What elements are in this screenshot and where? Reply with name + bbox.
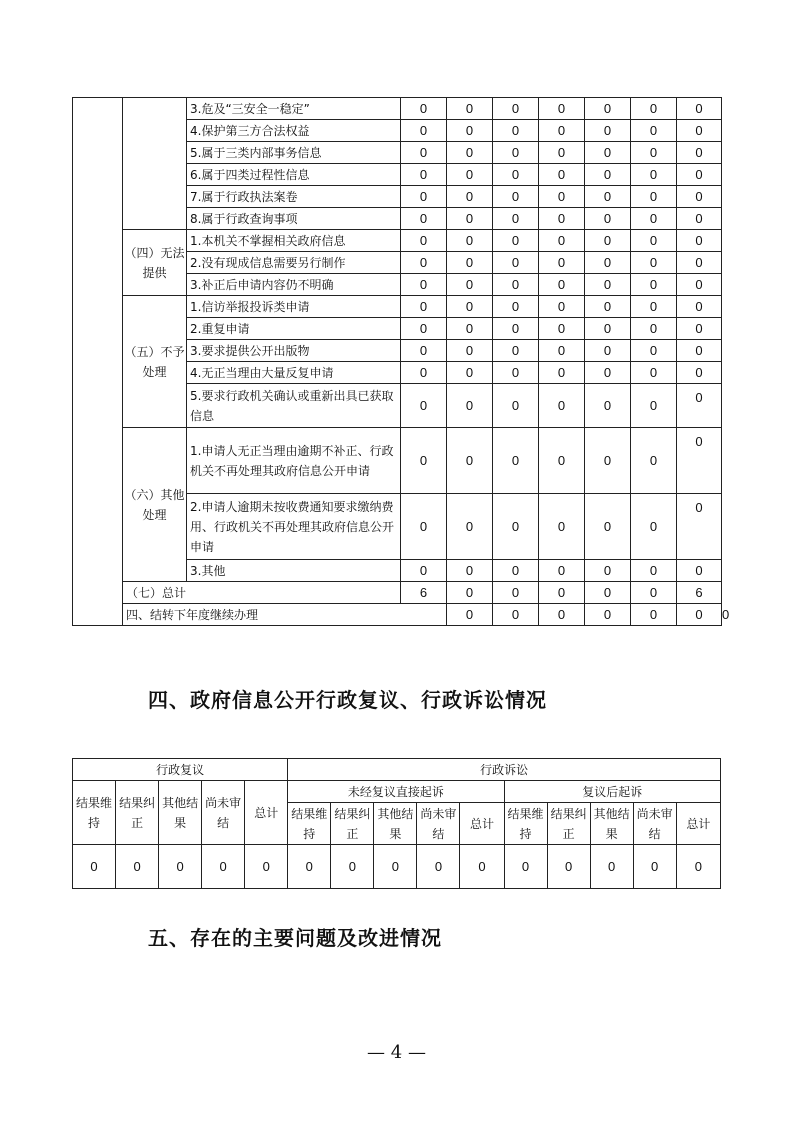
- carryover-label: 四、结转下年度继续办理: [123, 604, 447, 626]
- count-cell: 0: [585, 98, 631, 120]
- category-column: [73, 98, 123, 626]
- count-cell: 0: [539, 186, 585, 208]
- row-label: 5.要求行政机关确认或重新出具已获取信息: [187, 384, 401, 428]
- count-cell: 0: [677, 362, 722, 384]
- count-cell: 0: [447, 428, 493, 494]
- count-cell: 0: [631, 582, 677, 604]
- count-cell: 0: [539, 296, 585, 318]
- count-cell: 0: [493, 120, 539, 142]
- count-cell: 0: [585, 340, 631, 362]
- count-cell: 0: [585, 296, 631, 318]
- after-review-litigation-header: 复议后起诉: [504, 781, 721, 803]
- count-cell: 0: [493, 362, 539, 384]
- value-cell: 0: [417, 845, 460, 889]
- count-cell: 0: [631, 208, 677, 230]
- row-label: 3.其他: [187, 560, 401, 582]
- table-row: [73, 230, 722, 252]
- count-cell: 0: [631, 340, 677, 362]
- count-cell: 0: [677, 164, 722, 186]
- count-cell: 0: [447, 186, 493, 208]
- col-total: 总计: [676, 803, 720, 845]
- count-cell: 0: [401, 560, 447, 582]
- count-cell: 0: [401, 274, 447, 296]
- count-cell: 0: [539, 274, 585, 296]
- value-cell: 0: [159, 845, 202, 889]
- count-cell: 0: [677, 318, 722, 340]
- row-label: 3.补正后申请内容仍不明确: [187, 274, 401, 296]
- col-other-result: 其他结果: [159, 781, 202, 845]
- row-label: 3.危及“三安全一稳定”: [187, 98, 401, 120]
- row-label: 1.信访举报投诉类申请: [187, 296, 401, 318]
- col-total: 总计: [460, 803, 504, 845]
- count-cell: 0: [401, 252, 447, 274]
- value-cell: 0: [73, 845, 116, 889]
- count-cell: 0: [585, 582, 631, 604]
- count-cell: 0: [677, 274, 722, 296]
- count-cell: 0: [631, 384, 677, 428]
- admin-review-header: 行政复议: [73, 759, 288, 781]
- count-cell: 0: [631, 186, 677, 208]
- application-handling-table: [72, 97, 730, 626]
- count-cell: 0: [447, 208, 493, 230]
- count-cell: 0: [401, 428, 447, 494]
- count-cell: 0: [677, 98, 722, 120]
- count-cell: 0: [677, 296, 722, 318]
- count-cell: 0: [631, 362, 677, 384]
- count-cell: 0: [631, 274, 677, 296]
- count-cell: 0: [677, 560, 722, 582]
- count-cell: 0: [447, 560, 493, 582]
- count-cell: 0: [447, 296, 493, 318]
- count-cell: 0: [401, 164, 447, 186]
- count-cell: 0: [631, 296, 677, 318]
- count-cell: 0: [493, 604, 539, 626]
- value-cell: 0: [202, 845, 245, 889]
- row-label: 4.无正当理由大量反复申请: [187, 362, 401, 384]
- count-cell: 0: [585, 494, 631, 560]
- count-cell: 0: [493, 98, 539, 120]
- page-number: — 4 —: [367, 1042, 426, 1063]
- value-cell: 0: [460, 845, 504, 889]
- table-row: [73, 98, 722, 120]
- count-cell: 0: [677, 230, 722, 252]
- count-cell: 0: [585, 186, 631, 208]
- value-cell: 0: [245, 845, 288, 889]
- count-cell: 0: [539, 340, 585, 362]
- count-cell: 0: [493, 318, 539, 340]
- col-result-keep: 结果维持: [504, 803, 547, 845]
- count-cell: 0: [447, 98, 493, 120]
- count-cell: 0: [447, 142, 493, 164]
- count-cell: 0: [677, 120, 722, 142]
- count-cell: 0: [401, 340, 447, 362]
- count-cell: 0: [539, 142, 585, 164]
- count-cell: 0: [447, 340, 493, 362]
- count-cell: 0: [585, 604, 631, 626]
- count-cell: 0: [677, 604, 722, 626]
- count-cell: 0: [447, 230, 493, 252]
- col-other-result: 其他结果: [374, 803, 417, 845]
- count-cell: 0: [631, 120, 677, 142]
- count-cell: 0: [493, 252, 539, 274]
- count-cell: 0: [631, 494, 677, 560]
- value-cell: 0: [116, 845, 159, 889]
- count-cell: 0: [585, 142, 631, 164]
- group-title: （五）不予处理: [123, 296, 187, 428]
- count-cell: 0: [447, 582, 493, 604]
- count-cell: 0: [631, 318, 677, 340]
- row-label: 4.保护第三方合法权益: [187, 120, 401, 142]
- review-litigation-table: [72, 758, 721, 889]
- table-row: [73, 428, 722, 494]
- count-cell: 0: [447, 274, 493, 296]
- value-cell: 0: [331, 845, 374, 889]
- col-total: 总计: [245, 781, 288, 845]
- count-cell: 0: [401, 208, 447, 230]
- count-cell: 0: [493, 274, 539, 296]
- count-cell: 0: [493, 208, 539, 230]
- col-pending: 尚未审结: [202, 781, 245, 845]
- count-cell: 0: [447, 384, 493, 428]
- count-cell: 0: [539, 582, 585, 604]
- value-cell: 0: [633, 845, 676, 889]
- count-cell: 0: [631, 252, 677, 274]
- count-cell: 0: [585, 252, 631, 274]
- count-cell: 0: [539, 208, 585, 230]
- count-cell: 0: [401, 384, 447, 428]
- count-cell: 0: [493, 142, 539, 164]
- count-cell: 0: [493, 164, 539, 186]
- count-cell: 0: [677, 384, 722, 428]
- count-cell: 0: [631, 142, 677, 164]
- count-cell: 0: [631, 98, 677, 120]
- row-label: 2.申请人逾期未按收费通知要求缴纳费用、行政机关不再处理其政府信息公开申请: [187, 494, 401, 560]
- count-cell: 0: [631, 428, 677, 494]
- count-cell: 6: [401, 582, 447, 604]
- count-cell: 0: [585, 164, 631, 186]
- count-cell: 0: [539, 252, 585, 274]
- col-pending: 尚未审结: [633, 803, 676, 845]
- count-cell: 0: [493, 340, 539, 362]
- table-row: [73, 582, 722, 604]
- count-cell: 0: [539, 164, 585, 186]
- count-cell: 0: [585, 384, 631, 428]
- count-cell: 0: [539, 362, 585, 384]
- count-cell: 0: [401, 296, 447, 318]
- total-label: （七）总计: [123, 582, 401, 604]
- count-cell: 0: [585, 560, 631, 582]
- col-pending: 尚未审结: [417, 803, 460, 845]
- count-cell: 0: [493, 186, 539, 208]
- count-cell: 0: [585, 274, 631, 296]
- direct-litigation-header: 未经复议直接起诉: [288, 781, 504, 803]
- row-label: 8.属于行政查询事项: [187, 208, 401, 230]
- group-title: （六）其他处理: [123, 428, 187, 582]
- group-title: （四）无法提供: [123, 230, 187, 296]
- count-cell: 0: [539, 494, 585, 560]
- count-cell: 0: [493, 494, 539, 560]
- col-result-keep: 结果维持: [73, 781, 116, 845]
- count-cell: 0: [493, 560, 539, 582]
- count-cell: 0: [401, 362, 447, 384]
- section4-title: 四、政府信息公开行政复议、行政诉讼情况: [148, 688, 547, 712]
- count-cell: 0: [631, 560, 677, 582]
- row-label: 6.属于四类过程性信息: [187, 164, 401, 186]
- count-cell: 0: [585, 318, 631, 340]
- count-cell: 0: [539, 120, 585, 142]
- table-row: 四、结转下年度继续办理 0 0 0 0 0 0 0: [73, 604, 722, 626]
- count-cell: 0: [401, 318, 447, 340]
- row-label: 1.本机关不掌握相关政府信息: [187, 230, 401, 252]
- count-cell: 0: [447, 120, 493, 142]
- count-cell: 0: [677, 142, 722, 164]
- row-label: 3.要求提供公开出版物: [187, 340, 401, 362]
- count-cell: 0: [677, 208, 722, 230]
- section5-title: 五、存在的主要问题及改进情况: [148, 926, 442, 950]
- value-cell: 0: [504, 845, 547, 889]
- count-cell: 0: [493, 296, 539, 318]
- col-result-correct: 结果纠正: [116, 781, 159, 845]
- count-cell: 0: [585, 230, 631, 252]
- count-cell: 0: [493, 384, 539, 428]
- count-cell: 0: [447, 318, 493, 340]
- row-label: 5.属于三类内部事务信息: [187, 142, 401, 164]
- count-cell: 0: [677, 186, 722, 208]
- row-label: 7.属于行政执法案卷: [187, 186, 401, 208]
- count-cell: 0: [401, 230, 447, 252]
- count-cell: 0: [677, 340, 722, 362]
- row-label: 1.申请人无正当理由逾期不补正、行政机关不再处理其政府信息公开申请: [187, 428, 401, 494]
- value-cell: 0: [288, 845, 331, 889]
- count-cell: 0: [539, 318, 585, 340]
- count-cell: 0: [539, 230, 585, 252]
- count-cell: 0: [631, 164, 677, 186]
- subcategory-column: [123, 98, 187, 230]
- count-cell: 0: [493, 230, 539, 252]
- count-cell: 0: [585, 428, 631, 494]
- col-result-correct: 结果纠正: [331, 803, 374, 845]
- count-cell: 0: [493, 582, 539, 604]
- row-label: 2.没有现成信息需要另行制作: [187, 252, 401, 274]
- admin-litigation-header: 行政诉讼: [288, 759, 721, 781]
- count-cell: 0: [401, 98, 447, 120]
- count-cell: 0: [447, 164, 493, 186]
- count-cell: 0: [493, 428, 539, 494]
- value-cell: 0: [374, 845, 417, 889]
- count-cell: 0: [447, 362, 493, 384]
- count-cell: 0: [401, 186, 447, 208]
- count-cell: 0: [539, 98, 585, 120]
- count-cell: 0: [539, 560, 585, 582]
- count-cell: 0: [677, 428, 722, 494]
- count-cell: 0: [447, 252, 493, 274]
- count-cell: 6: [677, 582, 722, 604]
- value-cell: 0: [590, 845, 633, 889]
- value-cell: 0: [547, 845, 590, 889]
- count-cell: 0: [447, 604, 493, 626]
- value-cell: 0: [676, 845, 720, 889]
- table-row: [73, 296, 722, 318]
- count-cell: 0: [539, 428, 585, 494]
- count-cell: 0: [401, 120, 447, 142]
- count-cell: 0: [677, 494, 722, 560]
- count-cell: 0: [539, 604, 585, 626]
- col-result-keep: 结果维持: [288, 803, 331, 845]
- count-cell: 0: [539, 384, 585, 428]
- count-cell: 0: [631, 604, 677, 626]
- count-cell: 0: [631, 230, 677, 252]
- col-result-correct: 结果纠正: [547, 803, 590, 845]
- count-cell: 0: [447, 494, 493, 560]
- row-label: 2.重复申请: [187, 318, 401, 340]
- count-cell: 0: [401, 142, 447, 164]
- count-cell: 0: [585, 120, 631, 142]
- count-cell: 0: [585, 208, 631, 230]
- col-other-result: 其他结果: [590, 803, 633, 845]
- count-cell: 0: [585, 362, 631, 384]
- count-cell: 0: [401, 494, 447, 560]
- count-cell: 0: [677, 252, 722, 274]
